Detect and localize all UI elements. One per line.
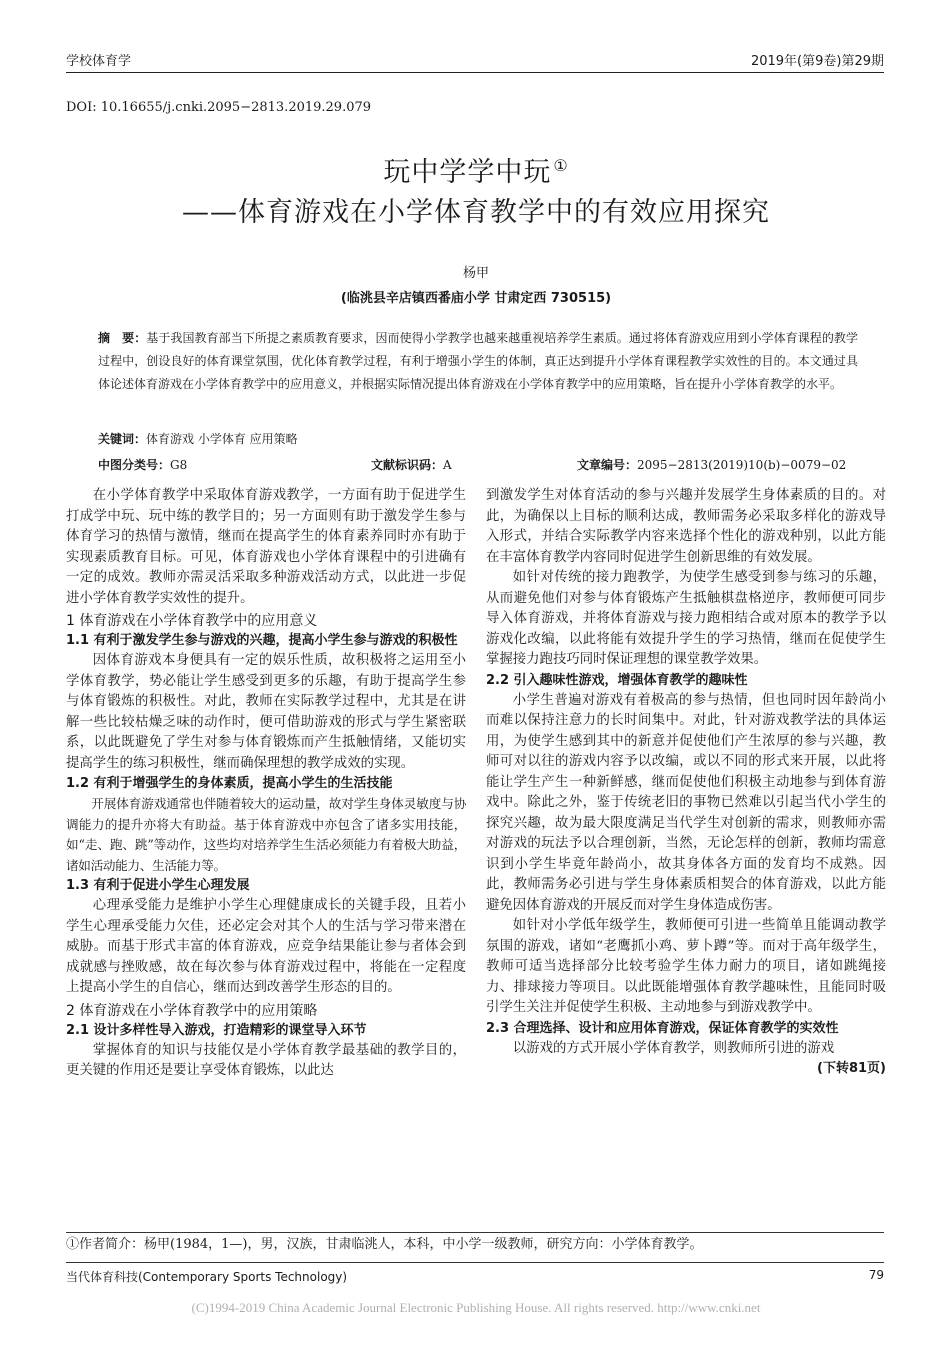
section-2-3-paragraph: 以游戏的方式开展小学体育教学，则教师所引进的游戏 [512,1040,835,1056]
section-2-2-paragraph: 小学生普遍对游戏有着极高的参与热情，但也同时因年龄尚小而难以保持注意力的长时间集中。对此，针对游戏教学法的具体运用，为使学生感到其中的新意并促使他们产生浓厚的参与兴趣，教师可对以往的游戏内容予以改编，或以不同的形式来开展，以此将能让学生产生一种新鲜感，继而促使他们积极主动地参与到体育游戏中。除此之外，鉴于传统老旧的事物已然难以引起当代小学生的探究兴趣，故为最大限度满足当代学生对创新的需求，则教师亦需对游戏的玩法予以合理创新，当然，无论怎样的创新，教师均需意识到小学生毕竟年龄尚小，故其身体各方面的发育均不成熟。因此，教师需务必引进与学生身体素质相契合的体育游戏，以此方能避免因体育游戏的开展反而对学生身体造成伤害。 [486,692,886,913]
section-1-3-paragraph: 心理承受能力是维护小学生心理健康成长的关键手段，且若小学生心理承受能力欠佳，还必定会对其个人的生活与学习带来潜在威胁。而基于形式丰富的体育游戏，应竞争结果能让参与者体会到成就感与挫败感，故在每次参与体育游戏过程中，将能在一定程度上提高小学生的自信心，继而达到改善学生形态的目的。 [66,898,466,995]
section-2-1-paragraph: 掌握体育的知识与技能仅是小学体育教学最基础的教学目的，更关键的作用还是要让享受体育锻炼，以此达 [66,1042,466,1078]
keywords-label: 关键词： [98,432,147,446]
left-column [66,486,466,1082]
section-2-heading: 2 体育游戏在小学体育教学中的应用策略 [66,1002,318,1019]
keywords-text: 体育游戏 小学体育 应用策略 [146,432,298,446]
document-code-label: 文献标识码： [371,458,444,472]
clc-number [98,456,187,473]
running-header-journal: 学校体育学 [66,54,132,69]
section-1-3-heading: 1.3 有利于促进小学生心理发展 [66,878,250,893]
running-header-issue: 2019年(第9卷)第29期 [750,54,884,69]
article-number-value: 2095−2813(2019)10(b)−0079−02 [637,458,847,472]
abstract-text: 基于我国教育部当下所提之素质教育要求，因而使得小学教学也越来越重视培养学生素质。通过将体育游戏应用到小学体育课程的教学过程中，创设良好的体育课堂氛围，优化体育教学过程，有利于增强小学生的体制，真正达到提升小学体育课程教学实效性的目的。本文通过具体论述体育游戏在小学体育教学中的应用意义，并根据实际情况提出体育游戏在小学体育教学中的应用策略，旨在提升小学体育教学的水平。 [98,331,858,391]
section-2-2-heading: 2.2 引入趣味性游戏，增强体育教学的趣味性 [486,672,748,688]
section-2-3-heading: 2.3 合理选择、设计和应用体育游戏，保证体育教学的实效性 [486,1020,839,1036]
paper-subtitle: ——体育游戏在小学体育教学中的有效应用探究 [182,197,770,228]
clc-label: 中图分类号： [98,458,171,472]
title-main: 玩中学学中玩 [383,157,552,188]
footer-rule [66,1262,884,1263]
section-1-heading: 1 体育游戏在小学体育教学中的应用意义 [66,613,318,629]
section-2-1-paragraph-2: 如针对传统的接力跑教学，为使学生感受到参与练习的乐趣，从而避免他们对参与体育锻炼产生抵触棋盘格逆序，教师便可同步导入体育游戏，并将体育游戏与接力跑相结合或对原本的教学予以游戏化改编，以此将能有效提升学生的学习热情，继而在促使学生掌握接力跑技巧同时保证理想的课堂教学效果。 [486,570,886,667]
right-column [486,486,886,1080]
keywords [98,430,298,447]
paper-title [0,150,952,189]
author-name: 杨甲 [462,266,489,281]
header-rule [66,72,884,73]
footer-journal: 当代体育科技(Contemporary Sports Technology) [66,1270,348,1284]
section-2-1-heading: 2.1 设计多样性导入游戏，打造精彩的课堂导入环节 [66,1022,367,1038]
section-1-2-heading: 1.2 有利于增强学生的身体素质，提高小学生的生活技能 [66,776,393,791]
author-affiliation: (临洮县辛店镇西番庙小学 甘肃定西 730515) [340,291,612,306]
continued-note: (下转81页) [817,1061,886,1076]
doi: DOI: 10.16655/j.cnki.2095−2813.2019.29.079 [66,100,372,115]
section-1-1-paragraph: 因体育游戏本身便具有一定的娱乐性质，故积极将之运用至小学体育教学，势必能让学生感受到更多的乐趣，有助于提高学生参与体育锻炼的积极性。对此，教师在实际教学过程中，尤其是在讲解一些比较枯燥乏味的动作时，便可借助游戏的形式与学生紧密联系，以此既避免了学生对参与体育锻炼而产生抵触情绪，又能切实提高学生的练习积极性，继而确保理想的教学成效的实现。 [66,653,466,771]
article-number [577,456,846,473]
section-1-2-paragraph: 开展体育游戏通常也伴随着较大的运动量，故对学生身体灵敏度与协调能力的提升亦将大有助益。基于体育游戏中亦包含了诸多实用技能，如“走、跑、跳”等动作，这些均对培养学生生活必须能力有着极大助益，诸如活动能力、生活能力等。 [66,796,466,873]
section-2-1-paragraph-continued: 到激发学生对体育活动的参与兴趣并发展学生身体素质的目的。对此，为确保以上目标的顺利达成，教师需务必采取多样化的游戏导入形式，并结合实际教学内容来选择个性化的游戏种别，以此方能在丰富体育教学内容同时促进学生创新思维的有效发展。 [486,488,886,565]
section-1-1-heading: 1.1 有利于激发学生参与游戏的兴趣，提高小学生参与游戏的积极性 [66,633,458,648]
abstract [98,327,858,396]
copyright-watermark: (C)1994-2019 China Academic Journal Electronic Publishing House. All rights reserved. http://www.cnki.net [191,1300,761,1315]
title-footnote-mark: ① [553,156,569,175]
article-number-label: 文章编号： [577,458,638,472]
abstract-label: 摘 要： [98,331,147,345]
page-number: 79 [868,1268,884,1282]
section-2-2-paragraph-2: 如针对小学低年级学生，教师便可引进一些简单且能调动教学氛围的游戏，诸如“老鹰抓小鸡、萝卜蹲”等。而对于高年级学生，教师可适当选择部分比较考验学生体力耐力的项目，诸如跳绳接力、排球接力等项目。以此既能增强体育教学趣味性，且能同时吸引学生关注并促使学生积极、主动地参与到游戏教学中。 [486,918,886,1015]
document-code-value: A [443,458,452,472]
intro-paragraph: 在小学体育教学中采取体育游戏教学，一方面有助于促进学生打成学中玩、玩中练的教学目的；另一方面则有助于激发学生参与体育学习的热情与激情，继而在提高学生的体育素养同时亦有助于实现素质教育目标。可见，体育游戏也小学体育课程中的引进确有一定的成效。教师亦需灵活采取多种游戏活动方式，以此进一步促进小学体育教学实效性的提升。 [66,488,466,606]
clc-value: G8 [170,458,188,472]
document-code [371,456,452,473]
author-footnote: ①作者简介：杨甲(1984，1—)，男，汉族，甘肃临洮人，本科，中小学一级教师，研究方向：小学体育教学。 [66,1237,703,1252]
